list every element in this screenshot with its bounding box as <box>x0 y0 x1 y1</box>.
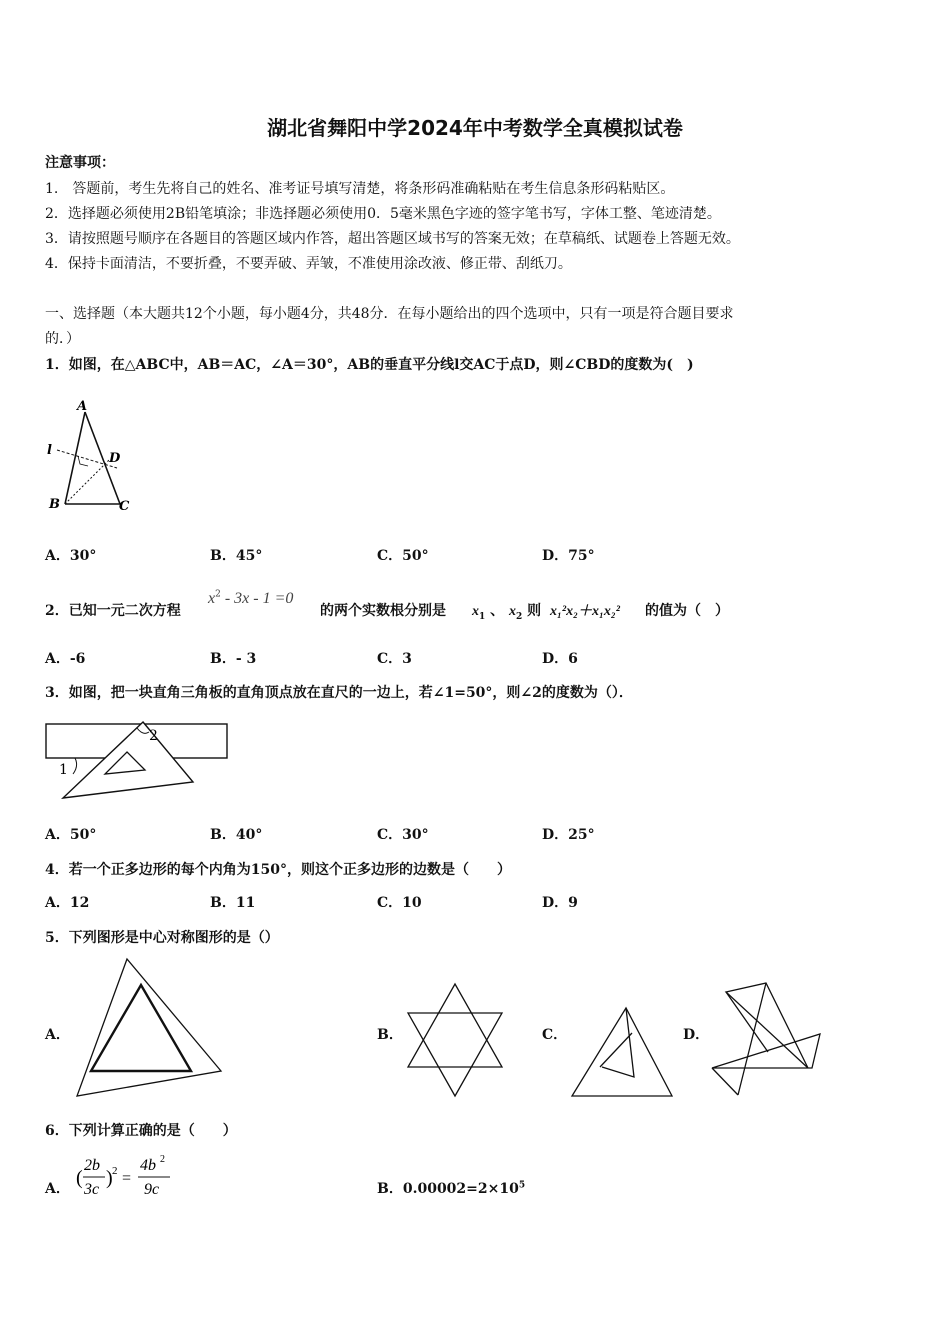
q3-option-a: A．50° <box>45 827 97 843</box>
svg-text:): ) <box>106 1167 113 1189</box>
q6-a-den2: 9c <box>144 1181 160 1198</box>
section-heading-line1: 一、选择题（本大题共12个小题，每小题4分，共48分．在每小题给出的四个选项中，只有一项是符合题目要求 <box>45 306 734 322</box>
q4-option-d: D．9 <box>542 895 578 911</box>
q1-label-C: C <box>119 499 130 514</box>
q1-option-b: B．45° <box>210 548 263 564</box>
q5-option-c-figure <box>570 1005 676 1099</box>
q5-stem: 5．下列图形是中心对称图形的是（） <box>45 930 279 946</box>
q5-option-c-label: C． <box>542 1027 568 1043</box>
q2-mid: 的两个实数根分别是 <box>320 603 446 619</box>
q5-option-d-figure <box>708 980 828 1100</box>
q4-option-a: A．12 <box>45 895 90 911</box>
q4-option-b: B．11 <box>210 895 256 911</box>
q5-option-b-label: B． <box>377 1027 403 1043</box>
q3-angle-1-label: 1 <box>59 762 68 778</box>
q3-option-c: C．30° <box>377 827 429 843</box>
q6-a-den1: 3c <box>84 1181 100 1198</box>
q2-option-a: A．-6 <box>45 651 86 667</box>
q3-option-d: D．25° <box>542 827 595 843</box>
q6-a-eq: = <box>122 1170 132 1187</box>
q3-stem: 3．如图，把一块直角三角板的直角顶点放在直尺的一边上，若∠1=50°，则∠2的度数为（）． <box>45 685 633 701</box>
q5-option-a-figure <box>75 955 225 1100</box>
q5-option-d-label: D． <box>683 1027 710 1043</box>
q3-ruler-triangle-figure <box>45 718 235 802</box>
q1-triangle-figure <box>45 398 145 516</box>
q6-a-num2: 4b <box>140 1157 156 1174</box>
section-heading-line2: 的．） <box>45 331 80 347</box>
notice-heading: 注意事项： <box>45 155 115 171</box>
q1-label-B: B <box>49 497 60 512</box>
q2-option-d: D．6 <box>542 651 578 667</box>
svg-text:(: ( <box>76 1167 83 1189</box>
notice-item-3: 3．请按照题号顺序在各题目的答题区域内作答，超出答题区域书写的答案无效；在草稿纸、试题卷上答题无效。 <box>45 231 740 247</box>
notice-item-1: 1. 答题前，考生先将自己的姓名、准考证号填写清楚，将条形码准确粘贴在考生信息条形码粘贴区。 <box>45 181 675 197</box>
q5-option-a-label: A． <box>45 1027 70 1043</box>
q6-option-b: B．$0.00002=2\times 10^5$ <box>377 1180 526 1197</box>
q2-prefix: 2．已知一元二次方程 <box>45 603 181 619</box>
q2-option-c: C．3 <box>377 651 412 667</box>
q3-option-b: B．40° <box>210 827 263 843</box>
q2-suffix: 的值为（ ） <box>645 603 729 619</box>
q1-option-d: D．75° <box>542 548 595 564</box>
q4-option-c: C．10 <box>377 895 422 911</box>
q1-option-c: C．50° <box>377 548 429 564</box>
q1-label-A: A <box>77 399 88 414</box>
q4-stem: 4．若一个正多边形的每个内角为150°，则这个正多边形的边数是（ ） <box>45 862 511 878</box>
q3-angle-2-label: 2 <box>149 728 158 744</box>
q6-a-exp2: 2 <box>160 1154 165 1165</box>
page-title: 湖北省舞阳中学2024年中考数学全真模拟试卷 <box>267 116 683 140</box>
q2-roots: $x_1$ 、 $x_2$ 则 <box>472 603 542 622</box>
q1-option-a: A．30° <box>45 548 97 564</box>
notice-item-4: 4．保持卡面清洁，不要折叠，不要弄破、弄皱，不准使用涂改液、修正带、刮纸刀。 <box>45 256 572 272</box>
q6-stem: 6．下列计算正确的是（ ） <box>45 1123 237 1139</box>
q6-option-a-formula <box>74 1150 174 1204</box>
q2-option-b: B．- 3 <box>210 651 257 667</box>
q6-a-exp: 2 <box>112 1165 118 1177</box>
q6-option-a-label: A． <box>45 1181 70 1197</box>
q1-label-l: l <box>47 443 52 458</box>
q1-label-D: D <box>109 451 121 466</box>
q1-stem: 1．如图，在△ABC中，AB＝AC，∠A＝30°，AB的垂直平分线l交AC于点D，则∠CBD的度数为( ) <box>45 357 694 373</box>
q6-a-num1: 2b <box>84 1157 100 1174</box>
q2-equation: $x^2 - 3x - 1 =0$ <box>208 589 294 607</box>
q5-option-b-figure <box>402 982 508 1100</box>
q2-expression: x₁²x₂＋x₁x₂² <box>550 604 620 619</box>
notice-item-2: 2．选择题必须使用2B铅笔填涂；非选择题必须使用0．5毫米黑色字迹的签字笔书写，字体工整、笔迹清楚。 <box>45 206 721 222</box>
